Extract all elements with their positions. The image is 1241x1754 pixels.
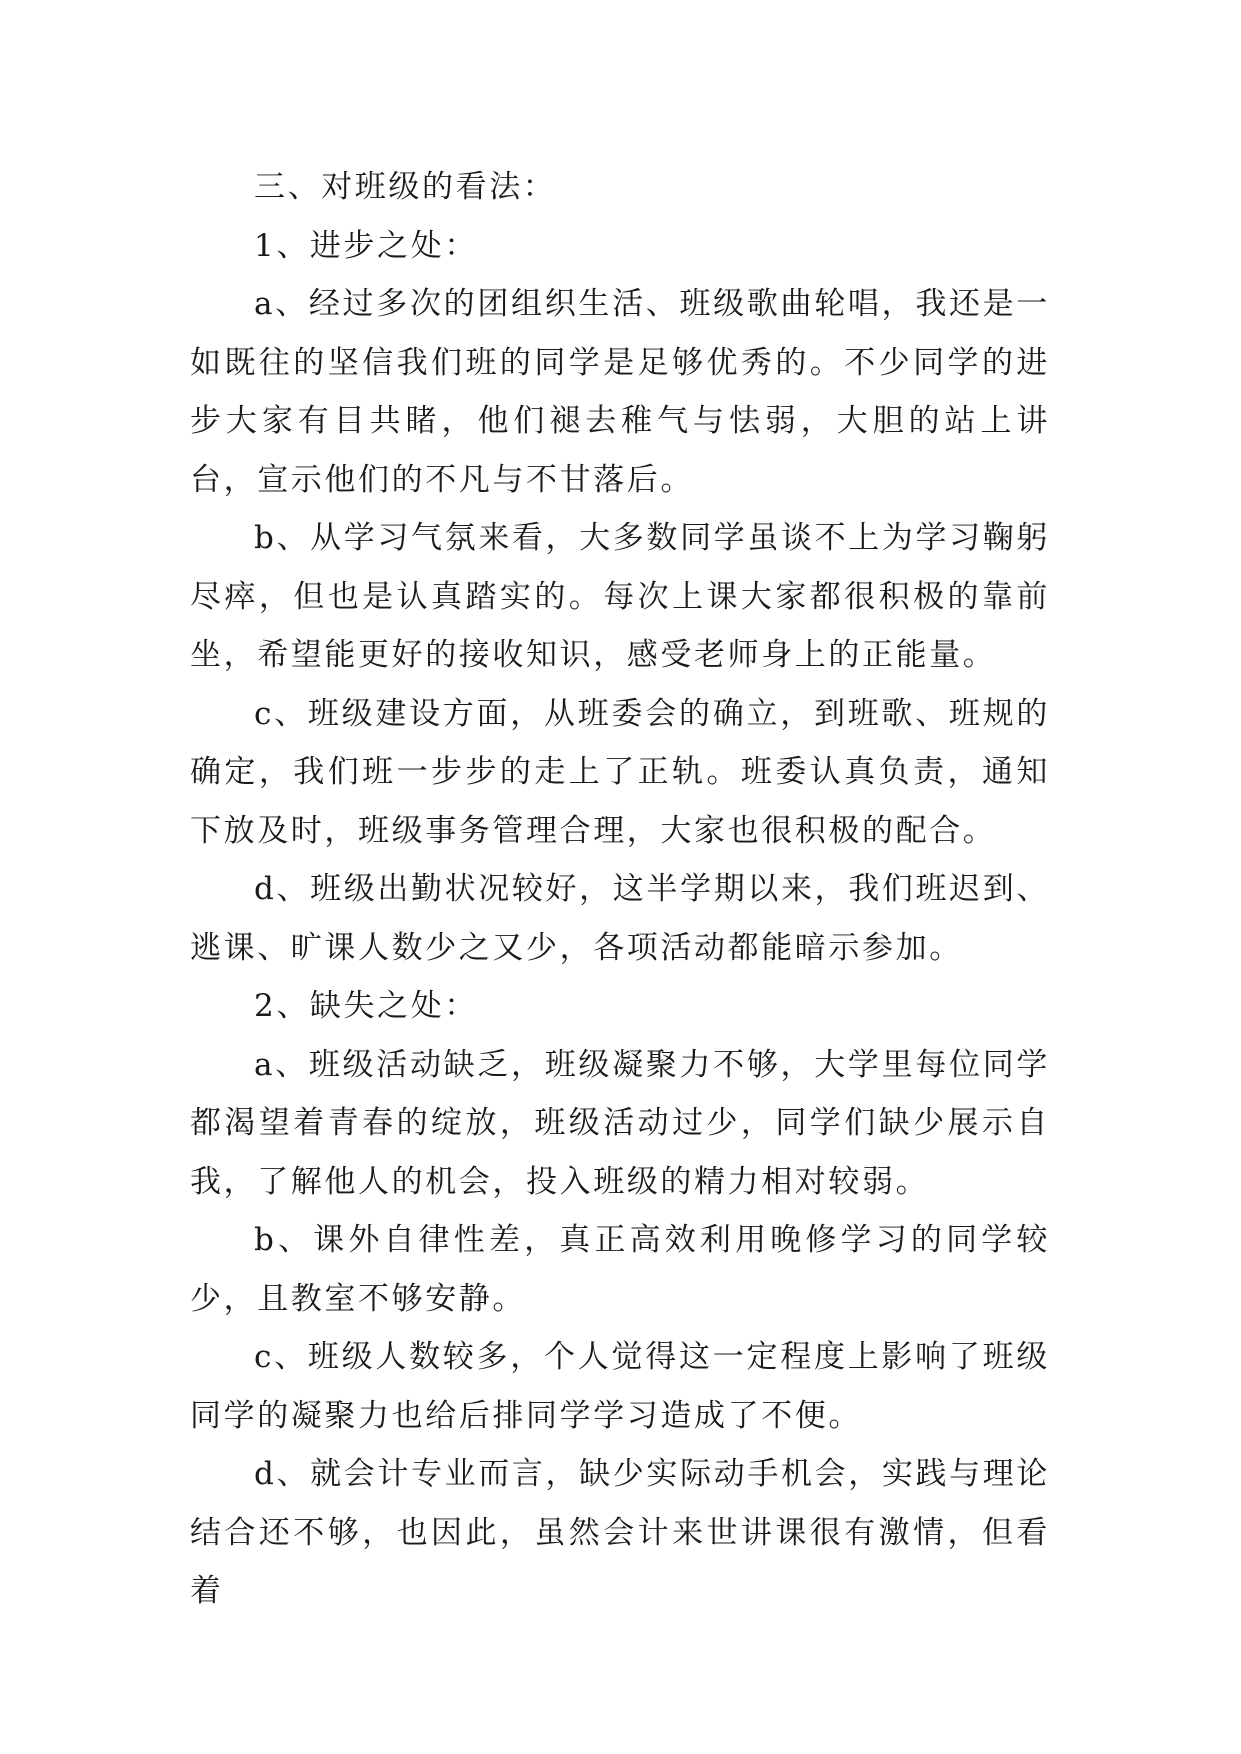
- paragraph-progress-c: c、班级建设方面，从班委会的确立，到班歌、班规的确定，我们班一步步的走上了正轨。班委认真负责，通知下放及时，班级事务管理合理，大家也很积极的配合。: [190, 695, 1050, 849]
- paragraph-shortcoming-b: b、课外自律性差，真正高效利用晚修学习的同学较少，且教室不够安静。: [190, 1222, 1050, 1317]
- paragraph-progress-a: a、经过多次的团组织生活、班级歌曲轮唱，我还是一如既往的坚信我们班的同学是足够优秀的。不少同学的进步大家有目共睹，他们褪去稚气与怯弱，大胆的站上讲台，宣示他们的不凡与不甘落后。: [190, 286, 1050, 498]
- paragraph-progress-b: b、从学习气氛来看，大多数同学虽谈不上为学习鞠躬尽瘁，但也是认真踏实的。每次上课大家都很积极的靠前坐，希望能更好的接收知识，感受老师身上的正能量。: [190, 520, 1050, 673]
- subsection-heading-progress: 1、进步之处：: [254, 227, 478, 264]
- section-heading: 三、对班级的看法：: [254, 169, 557, 205]
- document-body: [190, 158, 1050, 1621]
- paragraph-shortcoming-a: a、班级活动缺乏，班级凝聚力不够，大学里每位同学都渴望着青春的绽放，班级活动过少，同学们缺少展示自我，了解他人的机会，投入班级的精力相对较弱。: [190, 1046, 1050, 1200]
- paragraph-shortcoming-d: d、就会计专业而言，缺少实际动手机会，实践与理论结合还不够，也因此，虽然会计来世讲课很有激情，但看着: [190, 1456, 1050, 1609]
- paragraph-progress-d: d、班级出勤状况较好，这半学期以来，我们班迟到、逃课、旷课人数少之又少，各项活动都能暗示参加。: [190, 871, 1050, 966]
- subsection-heading-shortcomings: 2、缺失之处：: [254, 988, 478, 1024]
- paragraph-shortcoming-c: c、班级人数较多，个人觉得这一定程度上影响了班级同学的凝聚力也给后排同学学习造成了不便。: [190, 1339, 1050, 1434]
